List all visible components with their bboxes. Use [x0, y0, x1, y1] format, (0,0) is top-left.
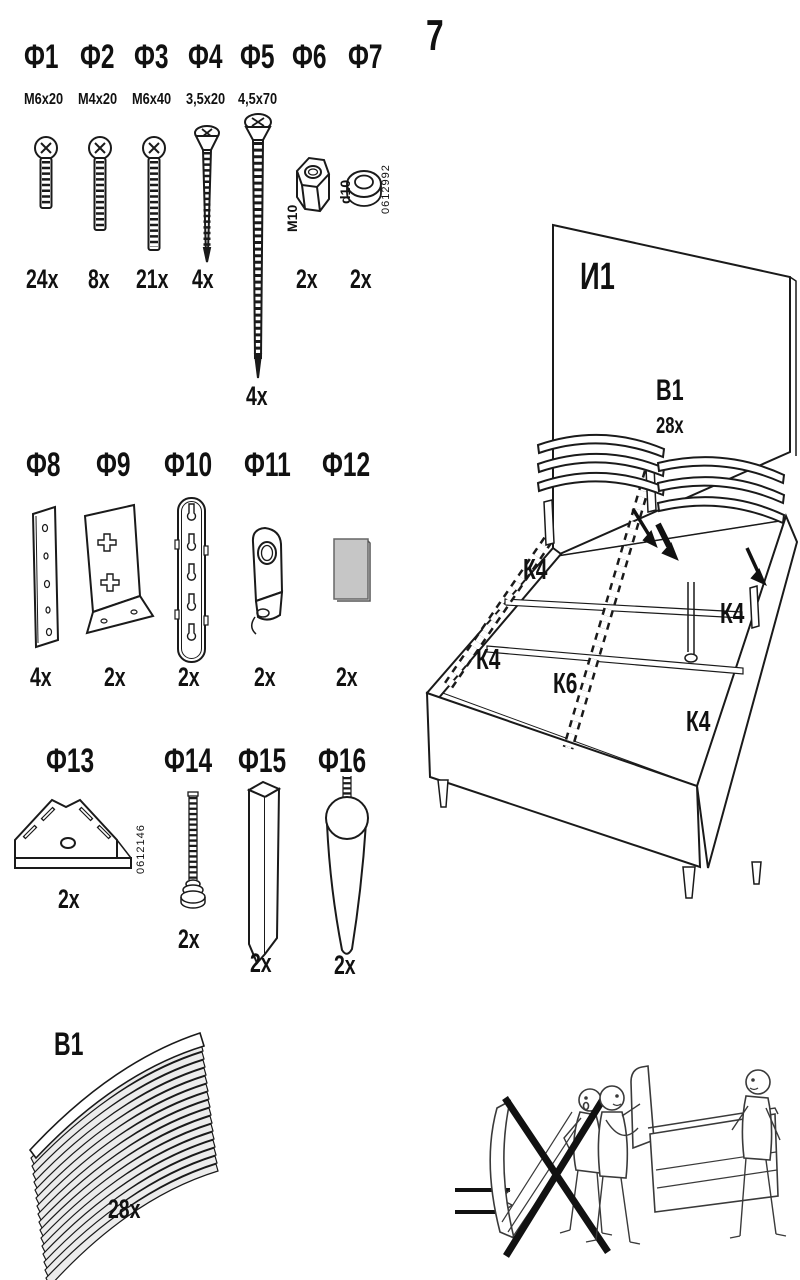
part-qty-f1: 24x: [26, 264, 59, 294]
part-qty-f8: 4x: [30, 662, 52, 692]
part-label-f10: Ф10: [164, 446, 213, 484]
part-size-f2: M4x20: [78, 91, 118, 108]
part-qty-f7: 2x: [350, 264, 372, 294]
rail-label-k4-bottom-left: К4: [476, 644, 501, 676]
washer-marking-d10: d10: [337, 179, 353, 204]
part-label-f8: Ф8: [26, 446, 61, 484]
part-label-f4: Ф4: [188, 38, 223, 76]
f9-angle-bracket-icon: [85, 505, 153, 633]
part-label-f16: Ф16: [318, 742, 367, 780]
right-way-scene: [586, 1066, 786, 1244]
headboard-label: И1: [580, 256, 615, 298]
f14-threaded-foot-icon: [181, 792, 205, 908]
f15-square-leg-icon: [249, 782, 279, 963]
part-qty-f4: 4x: [192, 264, 214, 294]
part-qty-f13: 2x: [58, 884, 80, 914]
part-qty-f10: 2x: [178, 662, 200, 692]
rail-label-k4-top-left: К4: [523, 554, 548, 586]
part-qty-f6: 2x: [296, 264, 318, 294]
part-qty-f11: 2x: [254, 662, 276, 692]
part-label-f11: Ф11: [244, 446, 291, 484]
f12-felt-pad-icon: [334, 539, 370, 601]
part-qty-f16: 2x: [334, 950, 356, 980]
part-label-f3: Ф3: [134, 38, 169, 76]
center-rail-label-k6: К6: [553, 668, 578, 700]
part-qty-f3: 21x: [136, 264, 169, 294]
part-label-f14: Ф14: [164, 742, 213, 780]
part-size-f4: 3,5x20: [186, 91, 226, 108]
bed-diagram: [427, 225, 797, 898]
part-label-f2: Ф2: [80, 38, 115, 76]
part-label-f12: Ф12: [322, 446, 371, 484]
f5-wood-screw-icon: [245, 114, 271, 378]
part-label-f5: Ф5: [240, 38, 275, 76]
part-label-f15: Ф15: [238, 742, 287, 780]
part-size-f1: M6x20: [24, 91, 64, 108]
nut-marking-m10: M10: [284, 204, 300, 232]
page-number: 7: [426, 11, 444, 60]
rail-label-k4-bottom-right: К4: [686, 706, 711, 738]
diagram-slats-label: В1: [656, 374, 684, 407]
f13-corner-plate-icon: [15, 800, 131, 868]
f3-machine-screw-icon: [143, 137, 165, 250]
f2-machine-screw-icon: [89, 137, 111, 230]
carrying-warning-illustration: [455, 1066, 786, 1256]
part-qty-f5: 4x: [246, 381, 268, 411]
part-label-f1: Ф1: [24, 38, 59, 76]
part-label-f9: Ф9: [96, 446, 131, 484]
corner-plate-article-code: 0612146: [135, 824, 147, 874]
slat-bundle-qty: 28x: [108, 1194, 141, 1224]
part-size-f5: 4,5x70: [238, 91, 278, 108]
diagram-slats-qty: 28x: [656, 412, 684, 438]
f6-hex-nut-icon: [297, 158, 329, 211]
f8-flat-bracket-icon: [33, 507, 58, 647]
part-qty-f12: 2x: [336, 662, 358, 692]
part-qty-f9: 2x: [104, 662, 126, 692]
part-label-f6: Ф6: [292, 38, 327, 76]
f4-wood-screw-icon: [195, 126, 219, 262]
slat-bundle-label: В1: [54, 1026, 84, 1062]
part-qty-f2: 8x: [88, 264, 110, 294]
f11-hook-plate-icon: [252, 528, 282, 634]
washer-article-code: 0612992: [380, 164, 392, 214]
part-qty-f14: 2x: [178, 924, 200, 954]
slat-bundle-drawing: [30, 1033, 218, 1280]
part-size-f3: M6x40: [132, 91, 172, 108]
part-label-f13: Ф13: [46, 742, 95, 780]
f10-slotted-strip-icon: [175, 498, 208, 662]
rail-label-k4-top-right: К4: [720, 598, 745, 630]
f1-machine-screw-icon: [35, 137, 57, 208]
part-label-f7: Ф7: [348, 38, 383, 76]
part-qty-f15: 2x: [250, 948, 272, 978]
f16-round-leg-icon: [326, 776, 368, 954]
wrong-way-scene: [455, 1089, 612, 1256]
